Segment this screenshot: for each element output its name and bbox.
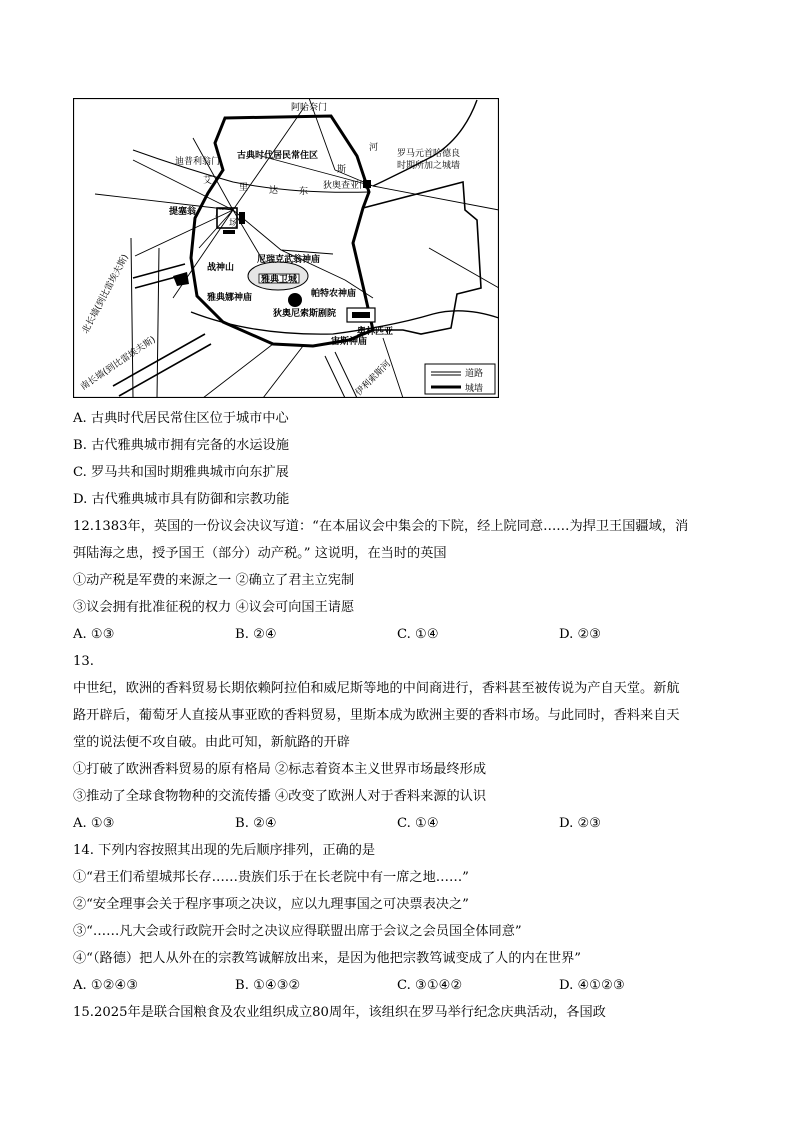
q11-option-c: C. 罗马共和国时期雅典城市向东扩展 bbox=[73, 465, 289, 480]
q13-stem-line2: 路开辟后，葡萄牙人直接从事亚欧的香料贸易，里斯本成为欧洲主要的香料市场。与此同时，香料来自天 bbox=[73, 708, 680, 723]
q12-stem-line1: 12.1383年，英国的一份议会决议写道：“在本届议会中集会的下院，经上院同意……为捍卫王国疆域，消 bbox=[73, 519, 689, 534]
dionysus-theatre-mark bbox=[288, 293, 302, 307]
label-agora-2: 场 bbox=[229, 219, 239, 229]
agora-building bbox=[239, 212, 245, 224]
label-ilissos: 伊利索斯河 bbox=[354, 359, 393, 398]
q13-stem-line1: 中世纪，欧洲的香料贸易长期依赖阿拉伯和威尼斯等地的中间商进行，香料甚至被传说为产自天堂。新航 bbox=[73, 681, 680, 696]
q12-option-b: B. ②④ bbox=[235, 627, 277, 642]
label-agora-1: 广 bbox=[215, 209, 225, 219]
q14-item2: ②“安全理事会关于程序事项之决议，应以九理事国之可决票表决之” bbox=[73, 897, 469, 912]
q14-item1: ①“君王们希望城邦长存……贵族们乐于在长老院中有一席之地……” bbox=[73, 870, 469, 885]
label-eridanos-3: 达 bbox=[269, 186, 279, 196]
q13-option-c: C. ①④ bbox=[397, 816, 439, 831]
q11-option-a: A. 古典时代居民常住区位于城市中心 bbox=[73, 411, 289, 426]
label-odeon: 雅典娜神庙 bbox=[207, 293, 253, 303]
q13-option-b: B. ②④ bbox=[235, 816, 277, 831]
q13-items-line2: ③推动了全球食物物种的交流传播 ④改变了欧洲人对于香料来源的认识 bbox=[73, 789, 487, 804]
q13-stem-line3: 堂的说法便不攻自破。由此可知，新航路的开辟 bbox=[73, 735, 350, 750]
ancient-athens-map bbox=[73, 98, 499, 398]
label-river-top: 河 bbox=[369, 143, 379, 153]
q14-option-a: A. ①②④③ bbox=[73, 978, 139, 993]
label-eridanos-4: 东 bbox=[299, 187, 309, 197]
label-olympieion-2: 宙斯神庙 bbox=[331, 337, 368, 347]
q12-items-line1: ①动产税是军费的来源之一 ②确立了君主立宪制 bbox=[73, 573, 355, 588]
label-eridanos-5: 斯 bbox=[337, 165, 347, 175]
label-dionysus-theatre: 狄奥尼索斯剧院 bbox=[273, 309, 337, 319]
q12-option-a: A. ①③ bbox=[73, 627, 115, 642]
label-diochares-gate: 狄奥查亚门 bbox=[323, 181, 369, 191]
q12-stem-line2: 弭陆海之患，授予国王（部分）动产税。” 这说明，在当时的英国 bbox=[73, 546, 447, 561]
label-ahanai-gate: 阿哈奈门 bbox=[291, 103, 328, 113]
label-eridanos-1: 艾 bbox=[203, 176, 213, 186]
label-nike-temple: 尼瑞克武翁神庙 bbox=[257, 255, 321, 265]
legend-wall-label: 城墙 bbox=[465, 384, 484, 394]
q13-option-a: A. ①③ bbox=[73, 816, 115, 831]
legend-box bbox=[425, 364, 495, 394]
q12-option-c: C. ①④ bbox=[397, 627, 439, 642]
legend-road-label: 道路 bbox=[465, 369, 484, 379]
q12-options bbox=[73, 621, 723, 648]
q11-option-d: D. 古代雅典城市具有防御和宗教功能 bbox=[73, 492, 290, 507]
q14-item4: ④“（路德）把人从外在的宗教笃诚解放出来，是因为他把宗教笃诚变成了人的内在世界” bbox=[73, 951, 582, 966]
q14-option-d: D. ④①②③ bbox=[559, 978, 625, 993]
q11-option-b: B. 古代雅典城市拥有完备的水运设施 bbox=[73, 438, 289, 453]
question-content bbox=[73, 405, 723, 1026]
q12-items-line2: ③议会拥有批准征税的权力 ④议会可向国王请愿 bbox=[73, 600, 355, 615]
label-areopagus: 战神山 bbox=[207, 263, 235, 273]
olympieion-block bbox=[352, 312, 370, 318]
label-theseion: 提塞翁 bbox=[169, 207, 197, 217]
label-north-long-wall: 北长墙(到比雷埃夫斯) bbox=[80, 252, 131, 336]
label-south-long-wall: 南长墙(到比雷埃夫斯) bbox=[79, 334, 158, 393]
q15-stem: 15.2025年是联合国粮食及农业组织成立80周年，该组织在罗马举行纪念庆典活动，各国政 bbox=[73, 1005, 606, 1020]
label-hadrian-city-2: 时期所加之城墙 bbox=[397, 161, 461, 171]
q14-options bbox=[73, 972, 723, 999]
label-parthenon: 帕特农神庙 bbox=[311, 289, 357, 299]
q13-items-line1: ①打破了欧洲香料贸易的原有格局 ②标志着资本主义世界市场最终形成 bbox=[73, 762, 487, 777]
q13-options bbox=[73, 810, 723, 837]
q13-number: 13. bbox=[73, 654, 94, 669]
q14-option-b: B. ①④③② bbox=[235, 978, 301, 993]
label-eridanos-2: 里 bbox=[239, 183, 249, 193]
q13-option-d: D. ②③ bbox=[559, 816, 602, 831]
q14-stem: 14. 下列内容按照其出现的先后顺序排列，正确的是 bbox=[73, 843, 376, 858]
agora-stoa bbox=[223, 230, 235, 234]
q14-option-c: C. ③①④② bbox=[397, 978, 463, 993]
label-acropolis: 雅典卫城 bbox=[261, 275, 298, 285]
q12-option-d: D. ②③ bbox=[559, 627, 602, 642]
label-olympieion-1: 奥林匹亚 bbox=[357, 327, 394, 337]
label-dipylon-gate: 迪普利翁门 bbox=[175, 157, 221, 167]
label-classical-area: 古典时代居民常住区 bbox=[237, 151, 319, 161]
q14-item3: ③“……凡大会或行政院开会时之决议应得联盟出席于会议之会员国全体同意” bbox=[73, 924, 522, 939]
label-hadrian-city-1: 罗马元首哈德良 bbox=[397, 149, 461, 159]
